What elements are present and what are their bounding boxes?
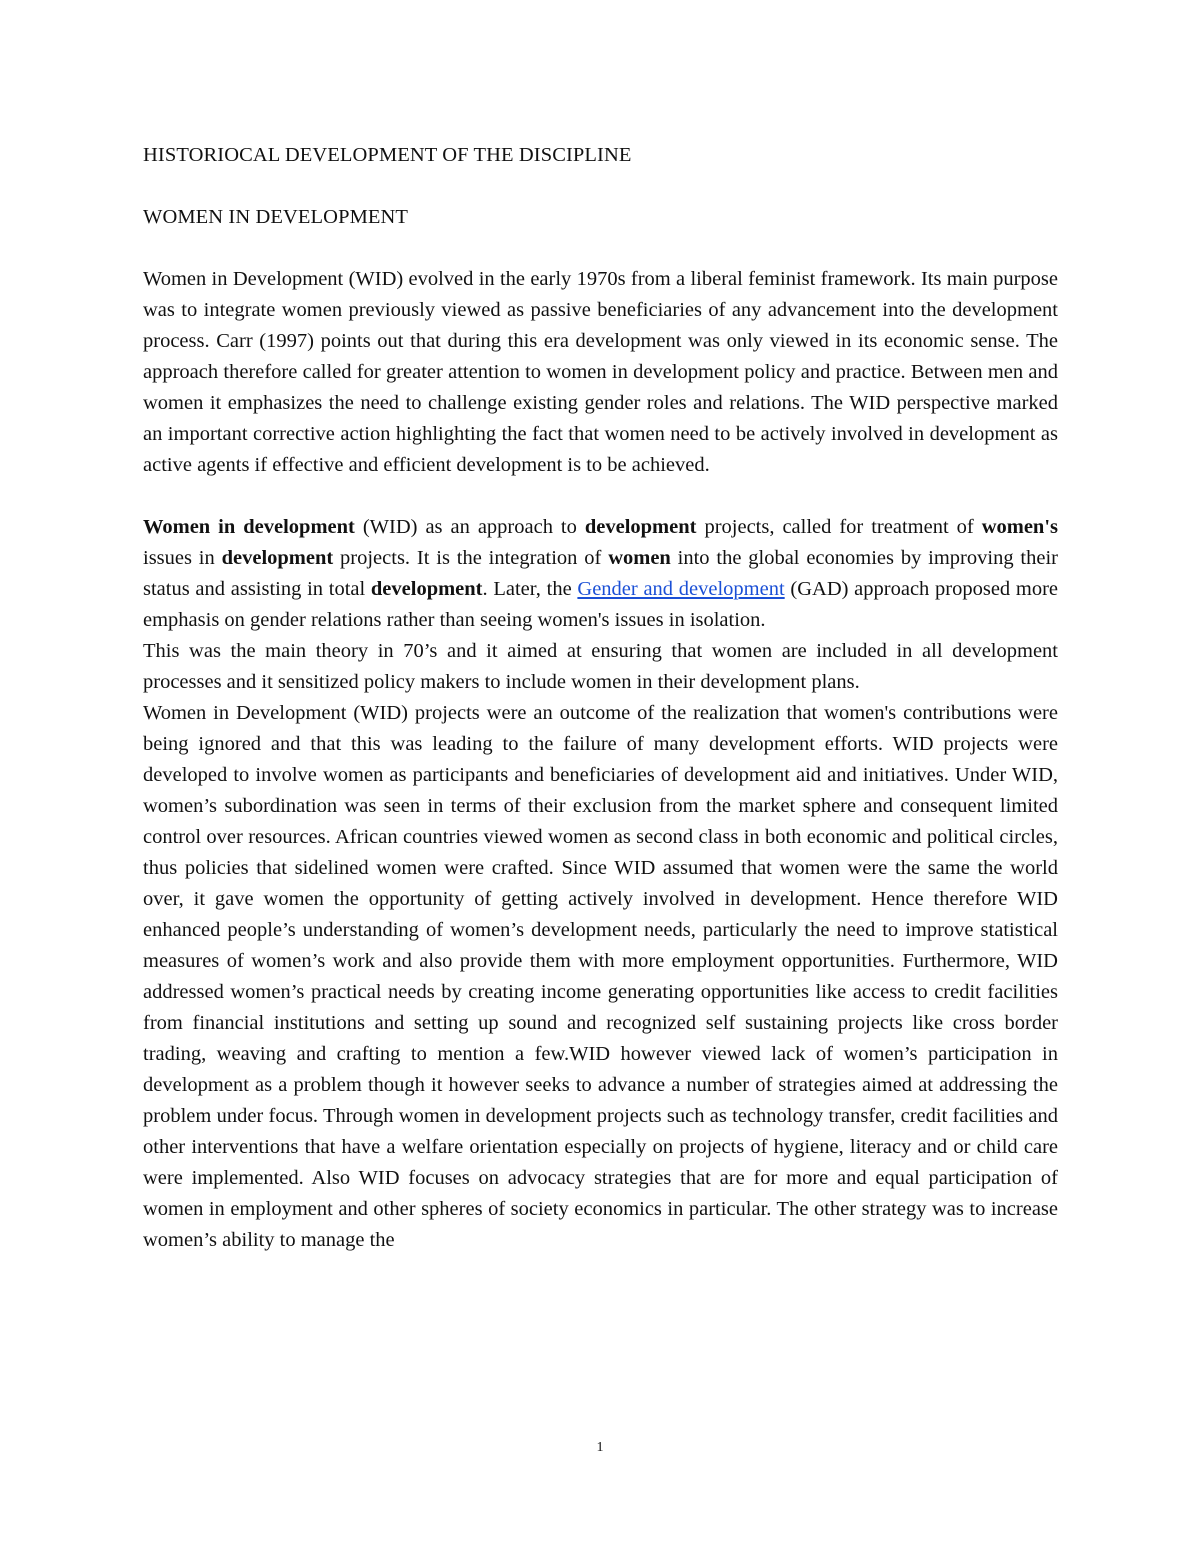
paragraph-wid-projects: Women in Development (WID) projects were an outcome of the realization that women's contributions were being ignored and that this was leading to the failure of many development efforts. WID projects were developed to involve women as participants and beneficiaries of development aid and initiatives. Under WID, women’s subordination was seen in terms of their exclusion from the market sphere and consequent limited control over resources. African countries viewed women as second class in both economic and political circles, thus policies that sidelined women were crafted. Since WID assumed that women were the same the world over, it gave women the opportunity of getting actively involved in development. Hence therefore WID enhanced people’s understanding of women’s development needs, particularly the need to improve statistical measures of women’s work and also provide them with more employment opportunities. Furthermore, WID addressed women’s practical needs by creating income generating opportunities like access to credit facilities from financial institutions and setting up sound and recognized self sustaining projects like cross border trading, weaving and crafting to mention a few.WID however viewed lack of women’s participation in development as a problem though it however seeks to advance a number of strategies aimed at addressing the problem under focus. Through women in development projects such as technology transfer, credit facilities and other interventions that have a welfare orientation especially on projects of hygiene, literacy and or child care were implemented. Also WID focuses on advocacy strategies that are for more and equal participation of women in employment and other spheres of society economics in particular. The other strategy was to increase women’s ability to manage the — [143, 702, 1058, 1251]
text-run: (GAD) approach proposed more emphasis on gender relations rather than seeing women's issues in isolation. — [143, 578, 1059, 631]
text-run: projects, called for treatment of — [696, 516, 982, 538]
page-number: 1 — [596, 1440, 604, 1455]
text-run: into the global economies by improving their status and assisting in total — [143, 547, 1058, 600]
bold-term: Women in development — [143, 516, 355, 538]
gender-and-development-link[interactable]: Gender and development — [577, 578, 785, 600]
bold-term: development — [370, 578, 483, 600]
bold-term: development — [221, 547, 334, 569]
bold-term: women's — [981, 516, 1058, 538]
text-run: . Later, the — [482, 578, 578, 600]
text-run: (WID) as an approach to — [354, 516, 585, 538]
text-run: issues in — [143, 547, 222, 569]
paragraph-wid-approach — [143, 512, 1058, 636]
section-heading: WOMEN IN DEVELOPMENT — [143, 206, 409, 228]
bold-term: women — [608, 547, 671, 569]
bold-term: development — [584, 516, 697, 538]
paragraph-main-theory: This was the main theory in 70’s and it aimed at ensuring that women are included in all development processes and it sensitized policy makers to include women in their development plans. — [143, 640, 1058, 693]
paragraph-wid-origins: Women in Development (WID) evolved in the early 1970s from a liberal feminist framework. Its main purpose was to integrate women previously viewed as passive beneficiaries of any advancement into the development process. Carr (1997) points out that during this era development was only viewed in its economic sense. The approach therefore called for greater attention to women in development policy and practice. Between men and women it emphasizes the need to challenge existing gender roles and relations. The WID perspective marked an important corrective action highlighting the fact that women need to be actively involved in development as active agents if effective and efficient development is to be achieved. — [143, 268, 1058, 476]
document-title: HISTORIOCAL DEVELOPMENT OF THE DISCIPLINE — [143, 144, 632, 166]
document-page — [143, 140, 1058, 1256]
text-run: projects. It is the integration of — [333, 547, 609, 569]
